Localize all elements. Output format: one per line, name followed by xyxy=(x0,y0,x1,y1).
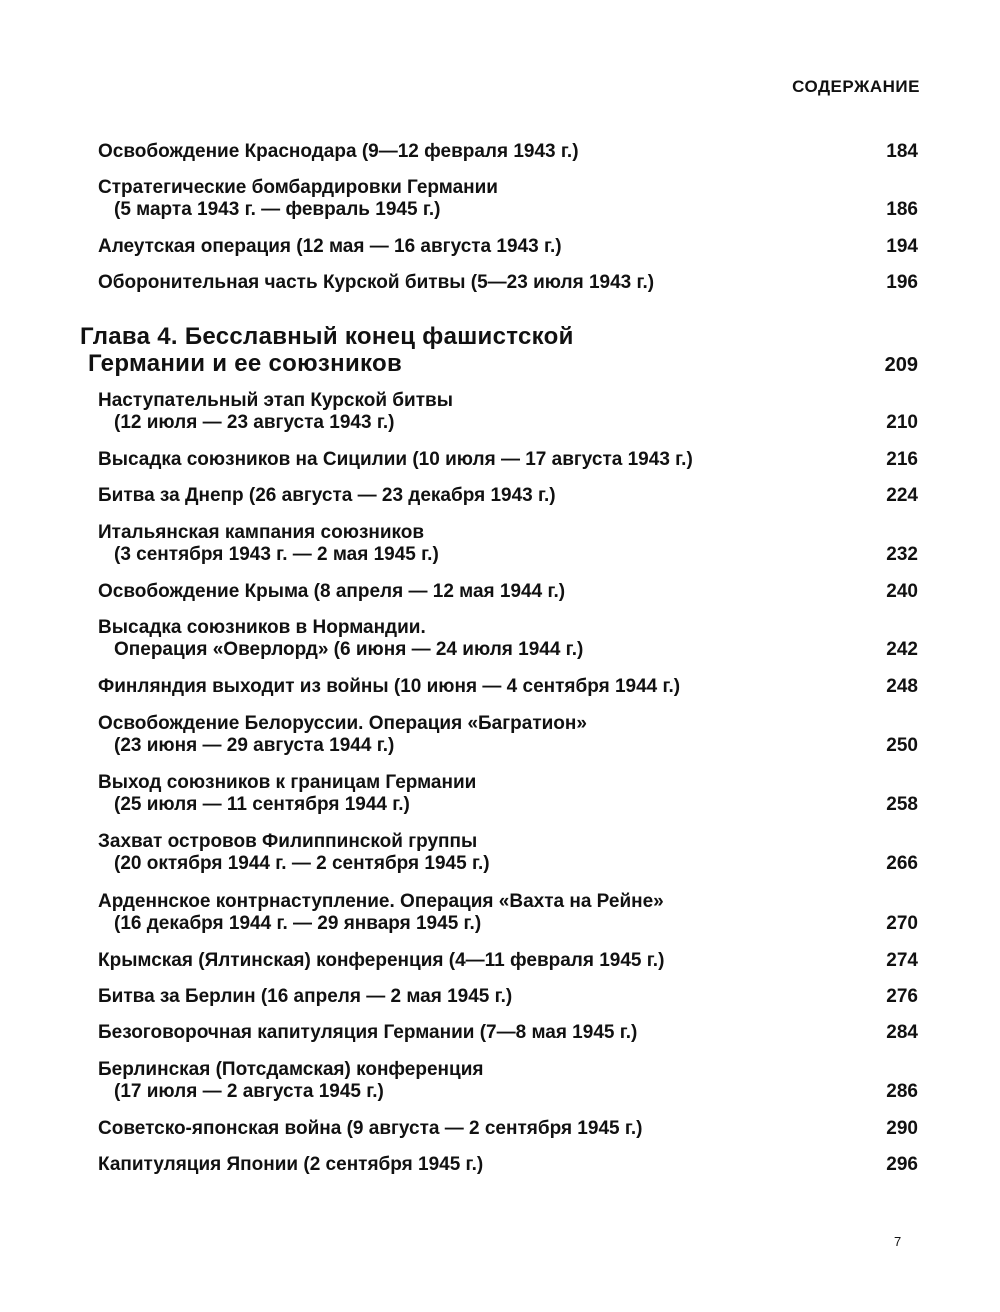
toc-entry-title: Освобождение Крыма (8 апреля — 12 мая 1944 г.) xyxy=(98,581,566,602)
toc-entry-title: Высадка союзников в Нормандии. xyxy=(98,617,426,638)
toc-entry-page: 216 xyxy=(886,449,918,470)
page-header: СОДЕРЖАНИЕ xyxy=(792,77,920,96)
toc-entry-page: 270 xyxy=(886,913,918,934)
toc-entry-title: Берлинская (Потсдамская) конференция xyxy=(98,1059,484,1080)
toc-entry xyxy=(98,177,918,221)
toc-entry-dates: Операция «Оверлорд» (6 июня — 24 июля 1944 г.) xyxy=(114,639,584,660)
toc-entry xyxy=(98,236,918,258)
chapter-page: 209 xyxy=(884,354,918,376)
toc-entry-page: 232 xyxy=(886,544,918,565)
toc-entry-page: 276 xyxy=(886,986,918,1007)
toc-entry-title: Арденнское контрнаступление. Операция «Вахта на Рейне» xyxy=(98,891,664,912)
toc-entry-title: Битва за Берлин (16 апреля — 2 мая 1945 г.) xyxy=(98,986,513,1007)
toc-entry-title: Оборонительная часть Курской битвы (5—23 июля 1943 г.) xyxy=(98,272,655,293)
toc-entry-page: 184 xyxy=(886,141,918,162)
toc-entry xyxy=(98,272,918,294)
toc-entry-page: 224 xyxy=(886,485,918,506)
toc-entry xyxy=(98,485,918,507)
toc-entry-page: 258 xyxy=(886,794,918,815)
toc-entry-dates: (23 июня — 29 августа 1944 г.) xyxy=(114,735,395,756)
toc-entry-dates: (16 декабря 1944 г. — 29 января 1945 г.) xyxy=(114,913,482,934)
toc-entry-dates: (25 июля — 11 сентября 1944 г.) xyxy=(114,794,410,815)
toc-entry xyxy=(98,522,918,566)
toc-entry-title: Наступательный этап Курской битвы xyxy=(98,390,453,411)
toc-entry xyxy=(98,676,918,698)
toc-entry xyxy=(98,1022,918,1044)
toc-entry-title: Крымская (Ялтинская) конференция (4—11 февраля 1945 г.) xyxy=(98,950,665,971)
toc-entry-title: Советско-японская война (9 августа — 2 сентября 1945 г.) xyxy=(98,1118,643,1139)
toc-entry-title: Выход союзников к границам Германии xyxy=(98,772,477,793)
toc-entry-title: Битва за Днепр (26 августа — 23 декабря 1943 г.) xyxy=(98,485,556,506)
toc-entry-page: 266 xyxy=(886,853,918,874)
toc-entry-title: Алеутская операция (12 мая — 16 августа 1943 г.) xyxy=(98,236,562,257)
toc-entry-title: Капитуляция Японии (2 сентября 1945 г.) xyxy=(98,1154,484,1175)
toc-entry-page: 240 xyxy=(886,581,918,602)
toc-entry xyxy=(98,986,918,1008)
chapter-heading xyxy=(80,323,918,377)
toc-entry-page: 250 xyxy=(886,735,918,756)
toc-entry xyxy=(98,1059,918,1103)
toc-entry xyxy=(98,891,918,935)
toc-entry-page: 248 xyxy=(886,676,918,697)
toc-entry-page: 290 xyxy=(886,1118,918,1139)
toc-entry-page: 186 xyxy=(886,199,918,220)
toc-entry-title: Захват островов Филиппинской группы xyxy=(98,831,478,852)
toc-entry xyxy=(98,831,918,875)
toc-entry-page: 196 xyxy=(886,272,918,293)
toc-entry-page: 284 xyxy=(886,1022,918,1043)
toc-entry-title: Освобождение Краснодара (9—12 февраля 1943 г.) xyxy=(98,141,579,162)
toc-entry xyxy=(98,390,918,434)
chapter-subtitle: Германии и ее союзников xyxy=(88,350,403,377)
toc-entry-page: 194 xyxy=(886,236,918,257)
toc-entry-title: Безоговорочная капитуляция Германии (7—8 мая 1945 г.) xyxy=(98,1022,638,1043)
toc-entry-page: 274 xyxy=(886,950,918,971)
toc-entry-page: 210 xyxy=(886,412,918,433)
toc-entry xyxy=(98,449,918,471)
toc-entry-dates: (20 октября 1944 г. — 2 сентября 1945 г.) xyxy=(114,853,490,874)
toc-entry xyxy=(98,141,918,163)
toc-entry-page: 242 xyxy=(886,639,918,660)
toc-entry-dates: (12 июля — 23 августа 1943 г.) xyxy=(114,412,395,433)
toc-entry xyxy=(98,772,918,816)
toc-entry xyxy=(98,617,918,661)
page-number: 7 xyxy=(894,1234,902,1249)
toc-entry xyxy=(98,1118,918,1140)
toc-entry-page: 286 xyxy=(886,1081,918,1102)
toc-entry-title: Итальянская кампания союзников xyxy=(98,522,425,543)
toc-entry-title: Высадка союзников на Сицилии (10 июля — 17 августа 1943 г.) xyxy=(98,449,693,470)
toc-entry xyxy=(98,950,918,972)
chapter-title: Глава 4. Бесславный конец фашистской xyxy=(80,323,574,350)
toc-entry-dates: (3 сентября 1943 г. — 2 мая 1945 г.) xyxy=(114,544,439,565)
toc-entry xyxy=(98,581,918,603)
toc-entry-title: Стратегические бомбардировки Германии xyxy=(98,177,498,198)
toc-entry-dates: (17 июля — 2 августа 1945 г.) xyxy=(114,1081,384,1102)
toc-entry-title: Финляндия выходит из войны (10 июня — 4 сентября 1944 г.) xyxy=(98,676,681,697)
toc-entry-page: 296 xyxy=(886,1154,918,1175)
toc-entry-title: Освобождение Белоруссии. Операция «Багратион» xyxy=(98,713,587,734)
toc-entry xyxy=(98,713,918,757)
toc-entry-dates: (5 марта 1943 г. — февраль 1945 г.) xyxy=(114,199,441,220)
toc-entry xyxy=(98,1154,918,1176)
